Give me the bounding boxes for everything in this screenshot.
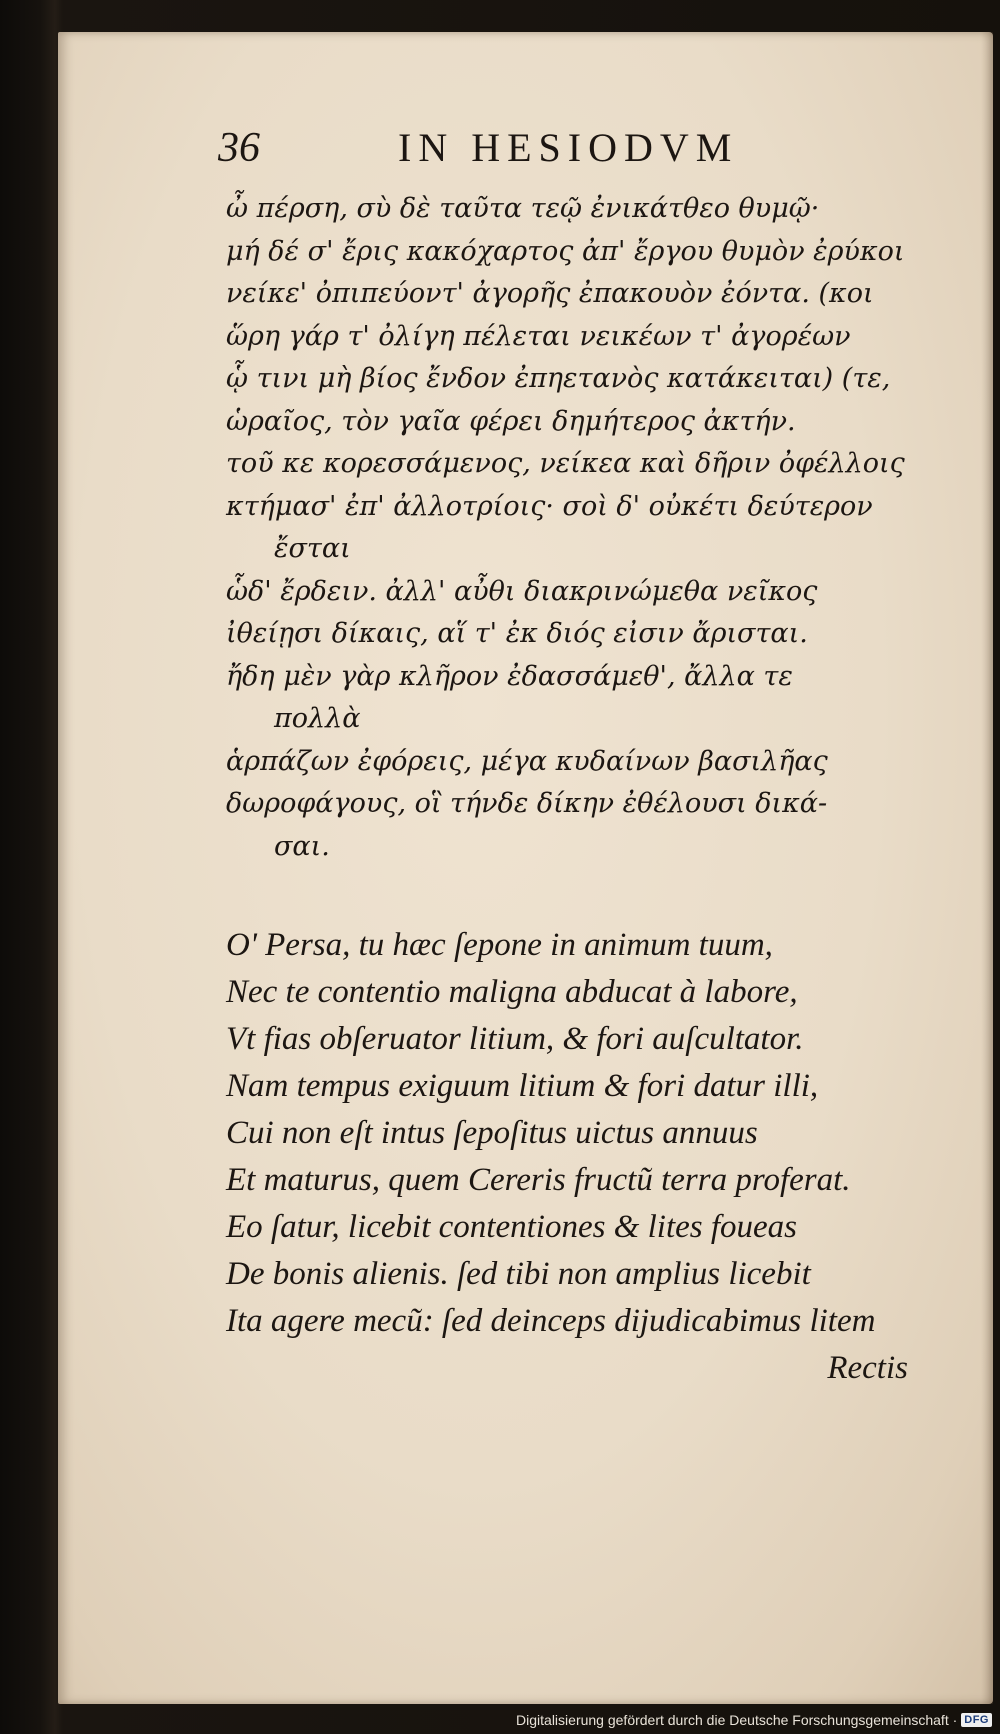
greek-line: ἁρπάζων ἐφόρεις, μέγα κυδαίνων βασιλῆας [226, 745, 828, 777]
latin-line: Eo ſatur, licebit contentiones & lites foueas [226, 1209, 798, 1245]
greek-line: τοῦ κε κορεσσάμενος, νείκεα καὶ δῆριν ὀφέλλοις [226, 448, 905, 479]
page-number: 36 [218, 125, 260, 171]
greek-line: ὥρη γάρ τ' ὀλίγη πέλεται νεικέων τ' ἀγορέων [226, 320, 851, 352]
latin-line: De bonis alienis. ſed tibi non amplius licebit [226, 1256, 811, 1292]
footer-credit-text: Digitalisierung gefördert durch die Deutsche Forschungsgemeinschaft · [516, 1712, 958, 1728]
greek-line: σαι. [274, 830, 330, 862]
latin-line: O' Persa, tu hæc ſepone in animum tuum, [226, 927, 773, 963]
greek-line: ὡραῖος, τὸν γαῖα φέρει δημήτερος ἀκτήν. [226, 405, 796, 437]
greek-line: ἤδη μὲν γὰρ κλῆρον ἐδασσάμεθ', ἄλλα τε [226, 660, 793, 692]
greek-line: ὧδ' ἔρδειν. ἀλλ' αὖθι διακρινώμεθα νεῖκος [226, 575, 818, 607]
greek-text-block [226, 188, 926, 868]
greek-line: δωροφάγους, οἳ τήνδε δίκην ἐθέλουσι δικά- [226, 788, 828, 819]
greek-line: ἰθείῃσι δίκαις, αἵ τ' ἐκ διός εἰσιν ἄρισται. [226, 618, 808, 649]
latin-line: Ita agere mecũ: ſed deinceps dijudicabimus litem [226, 1303, 876, 1339]
page-header [218, 118, 838, 178]
dfg-logo: DFG [961, 1713, 992, 1727]
greek-line: κτήμασ' ἐπ' ἀλλοτρίοις· σοὶ δ' οὐκέτι δεύτερον [226, 490, 873, 522]
latin-line: Nec te contentio maligna abducat à labore, [226, 974, 798, 1010]
page-edge-shadow [981, 32, 993, 1704]
latin-translation-block [226, 922, 926, 1392]
greek-line: ᾧ τινι μὴ βίος ἔνδον ἐπηετανὸς κατάκειται) (τε, [226, 363, 891, 394]
running-head: IN HESIODVM [398, 125, 739, 170]
greek-line: ἔσται [274, 533, 351, 564]
latin-line: Vt fias obſeruator litium, & fori auſcultator. [226, 1021, 804, 1057]
digitization-footer [516, 1712, 992, 1728]
greek-line: ὦ πέρση, σὺ δὲ ταῦτα τεῷ ἐνικάτθεο θυμῷ· [226, 193, 820, 224]
catchword: Rectis [827, 1350, 908, 1386]
greek-line: πολλὰ [274, 703, 361, 734]
latin-line: Cui non eſt intus ſepoſitus uictus annuus [226, 1115, 758, 1151]
latin-line: Et maturus, quem Cereris fructũ terra proferat. [226, 1162, 851, 1198]
greek-line: μή δέ σ' ἔρις κακόχαρτος ἀπ' ἔργου θυμὸν ἐρύκοι [226, 235, 905, 267]
latin-line: Nam tempus exiguum litium & fori datur illi, [226, 1068, 819, 1104]
greek-line: νείκε' ὀπιπεύοντ' ἀγορῆς ἐπακουὸν ἐόντα. (κοι [226, 278, 874, 309]
